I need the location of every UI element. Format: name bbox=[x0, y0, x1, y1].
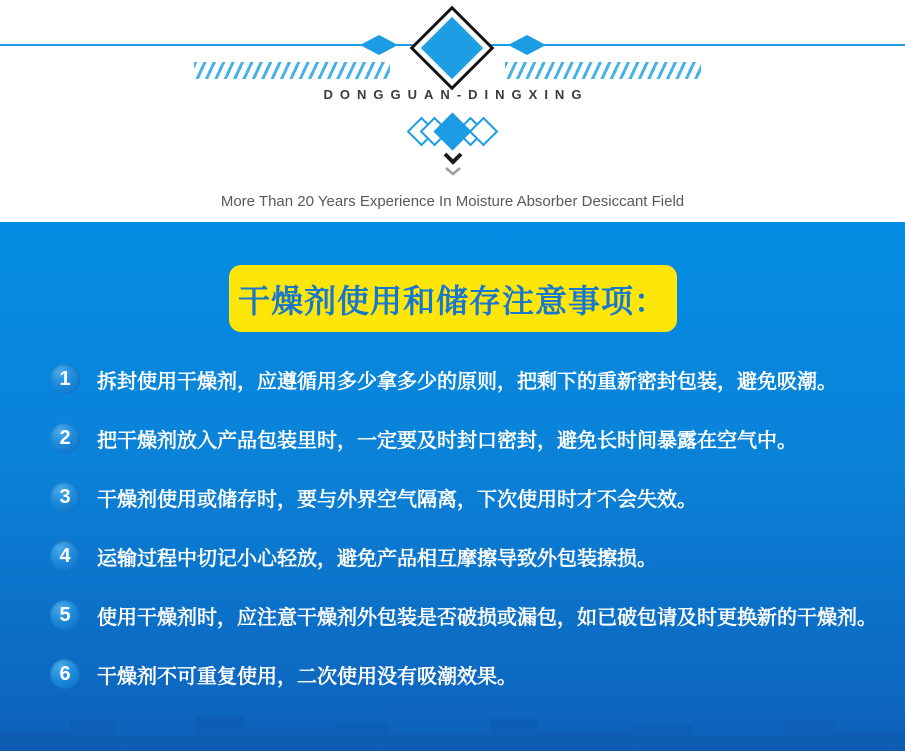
item-text: 运输过程中切记小心轻放，避免产品相互摩擦导致外包装擦损。 bbox=[97, 547, 657, 570]
brand-name: DONGGUAN-DINGXING bbox=[323, 87, 589, 102]
notice-section bbox=[0, 222, 905, 751]
brand-header bbox=[0, 0, 905, 222]
logo-diamond-icon bbox=[410, 6, 495, 91]
item-number-badge: 4 bbox=[50, 541, 80, 571]
item-text: 干燥剂使用或储存时，要与外界空气隔离，下次使用时才不会失效。 bbox=[97, 488, 697, 511]
tagline: More Than 20 Years Experience In Moisture Absorber Desiccant Field bbox=[220, 193, 685, 210]
list-item bbox=[50, 364, 905, 394]
item-number-badge: 3 bbox=[50, 482, 80, 512]
chevron-down-light-icon bbox=[0, 166, 905, 177]
hatch-stripes-left-icon bbox=[194, 62, 390, 79]
hatch-stripes-right-icon bbox=[505, 62, 701, 79]
item-number-badge: 5 bbox=[50, 600, 80, 630]
notice-title-box bbox=[229, 265, 677, 332]
skyline-silhouette bbox=[0, 709, 905, 751]
notice-title: 干燥剂使用和储存注意事项： bbox=[237, 282, 667, 319]
item-number-badge: 2 bbox=[50, 423, 80, 453]
diamond-chain-icon bbox=[0, 113, 905, 149]
item-text: 干燥剂不可重复使用，二次使用没有吸潮效果。 bbox=[97, 665, 517, 688]
item-text: 使用干燥剂时，应注意干燥剂外包装是否破损或漏包，如已破包请及时更换新的干燥剂。 bbox=[97, 606, 877, 629]
chevron-down-icon bbox=[0, 152, 905, 165]
notice-list bbox=[0, 364, 905, 689]
logo-diamond-fill bbox=[421, 17, 483, 79]
small-diamond-right-icon bbox=[508, 35, 546, 55]
small-diamond-left-icon bbox=[360, 35, 398, 55]
chain-diamond-filled-icon bbox=[433, 112, 471, 150]
item-number-badge: 1 bbox=[50, 364, 80, 394]
list-item bbox=[50, 423, 905, 453]
list-item bbox=[50, 541, 905, 571]
list-item bbox=[50, 659, 905, 689]
list-item bbox=[50, 600, 905, 630]
item-text: 把干燥剂放入产品包装里时，一定要及时封口密封，避免长时间暴露在空气中。 bbox=[97, 429, 797, 452]
item-text: 拆封使用干燥剂，应遵循用多少拿多少的原则，把剩下的重新密封包装，避免吸潮。 bbox=[97, 370, 837, 393]
item-number-badge: 6 bbox=[50, 659, 80, 689]
list-item bbox=[50, 482, 905, 512]
